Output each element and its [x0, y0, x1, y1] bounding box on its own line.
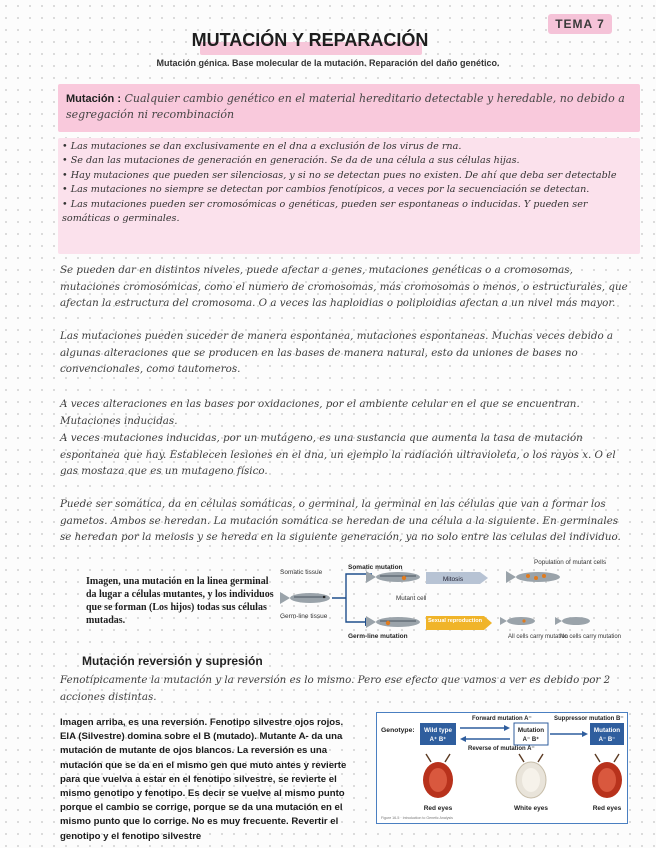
- label-germline-mutation: Germ-line mutation: [348, 633, 408, 640]
- definition: [66, 91, 634, 122]
- figure2-caption: Imagen arriba, es una reversión. Fenotipo silvestre ojos rojos. EIA (Silvestre) domina sobre el B (mutado). Mutante A- da una mutación de mutante de ojos blancos. La reversión es una mutación que se da en el mismo gen que muto antes y revierte para que vuelva a estar en el fenotipo silvestre, se revierte el mismo genotipo y fenotipo. Es decir se vuelve al mismo punto porque el cambio se corrige, porque se da una mutación en el mismo punto que lo corrige. No es muy frecuente. Revertir el genotipo y el fenotipo silvestre: [60, 717, 347, 842]
- paragraph-reversion-intro: Fenotípicamente la mutación y la reversión es lo mismo. Pero ese efecto que vamos a ver es debido por 2 acciones distintas.: [60, 674, 611, 703]
- germline-somatic-diagram: [276, 559, 622, 652]
- section-heading-reversion: Mutación reversión y supresión: [82, 654, 263, 668]
- germline-fish: [366, 616, 420, 628]
- label-suppressor: Suppressor mutation B⁻: [554, 716, 624, 722]
- offspring-mutant-fish: [500, 617, 535, 625]
- label-forward: Forward mutation A⁻: [472, 716, 532, 722]
- paragraph-somatic-germinal: Puede ser somática, da en células somáticas, o germinal, la germinal en las células que van a formar los gametos. Ambos se heredan. La mutación somática se heredan de una célula a la siguiente. En germinales se heredan por la meiosis y se hereda en la siguiente generación, ya no solo entre las celulas del individuo.: [60, 498, 621, 544]
- label-mutation: Mutation: [517, 727, 545, 734]
- label-sexual-reproduction: Sexual reproduction: [427, 618, 483, 624]
- label-wild-type: Wild type: [424, 727, 452, 734]
- label-somatic-mutation: Somatic mutation: [348, 564, 403, 571]
- list-item: • Las mutaciones no siempre se detectan por cambios fenotípicos, a veces por la secuenciación se detectan.: [62, 183, 636, 197]
- label-mitosis: Mitosis: [442, 576, 464, 583]
- label-genotype: Genotype:: [381, 727, 415, 734]
- paragraph-oxidation: A veces alteraciones en las bases por oxidaciones, por el ambiente celular en el que se encuentran. Mutaciones inducidas.: [60, 398, 580, 427]
- paragraph-levels: Se pueden dar en distintos niveles, puede afectar a genes, mutaciones genéticas o a cromosomas, mutaciones cromosómicas, como el numero de cromosomas, más cromosomas o menos, o estructurales, que afectan la estructura del cromosoma. O a veces las haploidias o poliploidias afectan a un nivel más mayor.: [60, 264, 628, 310]
- label-all-cells: All cells carry mutation: [508, 634, 569, 640]
- label-red-eyes: Red eyes: [423, 805, 453, 812]
- tema-badge: TEMA 7: [548, 14, 612, 34]
- list-item: • Se dan las mutaciones de generación en generación. Se da de una célula a sus células hijas.: [62, 154, 636, 168]
- mutant-population-fish: [506, 571, 560, 583]
- label-mutant-cell: Mutant cell: [396, 595, 427, 602]
- label-red-eyes-2: Red eyes: [592, 805, 622, 812]
- paragraph-induced: A veces mutaciones inducidas, por un mutágeno, es una sustancia que aumenta la tasa de mutación espontanea que hay. Establecen lesiones en el dna, un ejemplo la radiación ultravioleta, o los rayos x. O el gas mostaza que es un mutageno físico.: [60, 432, 616, 478]
- offspring-normal-fish: [555, 617, 590, 625]
- label-no-cells: No cells carry mutation: [560, 634, 622, 640]
- wild-genotype: A⁺ B⁺: [429, 737, 447, 743]
- page-title: MUTACIÓN Y REPARACIÓN: [191, 30, 429, 50]
- list-item: • Las mutaciones se dan exclusivamente en el dna a exclusión de los virus de rna.: [62, 140, 636, 154]
- label-somatic-tissue: Somatic tissue: [280, 569, 323, 576]
- figure1-caption: Imagen, una mutación en la linea germinal da lugar a células mutantes, y los individuos que se forman (Los hijos) todas sus células mutadas.: [86, 576, 274, 626]
- somatic-fish: [366, 571, 420, 583]
- label-population: Population of mutant cells: [534, 559, 607, 566]
- list-item: • Las mutaciones pueden ser cromosómicas o genéticas, pueden ser espontaneas o inducidas. Y pueden ser somáticas o germinales.: [62, 198, 636, 227]
- list-item: • Hay mutaciones que pueden ser silenciosas, y si no se detectan pues no existen. De ahí que deba ser detectable: [62, 169, 636, 183]
- parent-fish: [280, 592, 330, 604]
- label-mutation2: Mutation: [593, 727, 621, 734]
- reversion-suppression-diagram: [376, 712, 628, 824]
- paragraph-spontaneous: Las mutaciones pueden suceder de manera espontanea, mutaciones espontaneas. Muchas veces debido a algunas alteraciones que se producen en las bases de manera natural, esto da uniones de bases no convencionales, como tautomeros.: [60, 330, 614, 376]
- figure2-credit: Figure 16-5 · Introduction to Genetic Analysis: [381, 816, 453, 820]
- mutation2-genotype: A⁻ B⁻: [598, 737, 616, 743]
- definition-label: Mutación :: [66, 93, 121, 105]
- mutation-genotype: A⁻ B⁺: [522, 737, 540, 743]
- label-reverse: Reverse of mutation A⁻: [468, 746, 535, 752]
- page-subtitle: Mutación génica. Base molecular de la mutación. Reparación del daño genético.: [156, 58, 500, 68]
- definition-text: Cualquier cambio genético en el material hereditario detectable y heredable, no debido a segregación ni recombinación: [66, 92, 625, 121]
- label-germline-tissue: Germ-line tissue: [280, 613, 328, 620]
- label-white-eyes: White eyes: [514, 805, 548, 812]
- bullet-list: [62, 140, 636, 226]
